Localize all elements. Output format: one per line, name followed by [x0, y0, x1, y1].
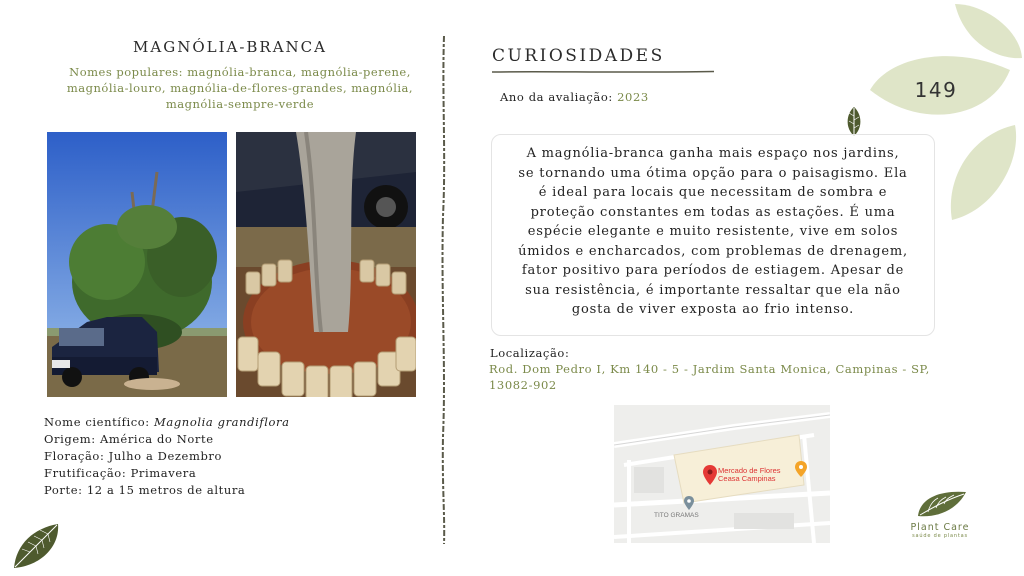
origin: Origem: América do Norte	[44, 432, 214, 446]
food-pin-icon	[795, 461, 807, 477]
map-place-label: Mercado de Flores Ceasa Campinas	[718, 466, 781, 483]
description-line: proteção constantes em todas as estações. É uma	[530, 204, 896, 220]
location-address	[489, 362, 959, 393]
column-divider	[440, 36, 448, 544]
description-line: úmidos e encharcados, com problemas de drenagem,	[518, 243, 908, 259]
description-line: gosta de viver exposta ao frio intenso.	[571, 302, 855, 317]
fruiting: Frutificação: Primavera	[44, 466, 197, 480]
flowering: Floração: Julho a Dezembro	[44, 449, 223, 463]
description-line: sua resistência, é importante ressaltar que ela não	[525, 282, 901, 298]
plant-title: MAGNÓLIA-BRANCA	[133, 38, 327, 56]
location-map[interactable]	[614, 405, 830, 543]
address-line: Rod. Dom Pedro I, Km 140 - 5 - Jardim Santa Monica, Campinas - SP,	[489, 362, 930, 376]
logo-name: Plant Care	[910, 522, 970, 533]
popular-names	[40, 64, 440, 112]
scientific-name-value: Magnolia grandiflora	[154, 415, 290, 429]
plant-care-logo-icon	[914, 488, 970, 520]
poi-pin-icon	[684, 496, 694, 510]
evaluation-year: Ano da avaliação: 2023	[500, 90, 649, 104]
map-pin-icon[interactable]	[703, 465, 717, 485]
description-line: fator positivo para períodos de estiagem. Apesar de	[521, 263, 905, 278]
address-line: 13082-902	[489, 377, 557, 392]
description-line: espécie elegante e muito resistente, vive em solos	[527, 224, 899, 239]
description-text	[493, 144, 933, 320]
evaluation-year-value: 2023	[617, 90, 649, 104]
popular-names-line: Nomes populares: magnólia-branca, magnólia-perene,	[69, 65, 411, 79]
map-poi-label: TITO GRAMAS	[654, 512, 699, 519]
trunk-photo	[236, 132, 416, 397]
plant-facts	[44, 414, 290, 499]
description-line: A magnólia-branca ganha mais espaço nos jardins,	[526, 146, 900, 161]
tree-photo	[47, 132, 227, 397]
popular-names-line: magnólia-louro, magnólia-de-flores-grandes, magnólia,	[66, 81, 414, 95]
location-label: Localização:	[490, 346, 570, 360]
description-line: se tornando uma ótima opção para o paisagismo. Ela	[518, 165, 908, 181]
description-line: é ideal para locais que necessitam de sombra e	[538, 185, 888, 200]
popular-names-line: magnólia-sempre-verde	[165, 97, 315, 111]
title-underline	[492, 70, 714, 74]
plant-size: Porte: 12 a 15 metros de altura	[44, 483, 246, 497]
section-title: CURIOSIDADES	[492, 46, 665, 66]
logo-tagline: saúde de plantas	[912, 533, 968, 539]
scientific-name: Nome científico: Magnolia grandiflora	[44, 415, 290, 429]
page-number: 149	[914, 78, 958, 102]
leaf-icon-bottom-left	[10, 522, 62, 570]
